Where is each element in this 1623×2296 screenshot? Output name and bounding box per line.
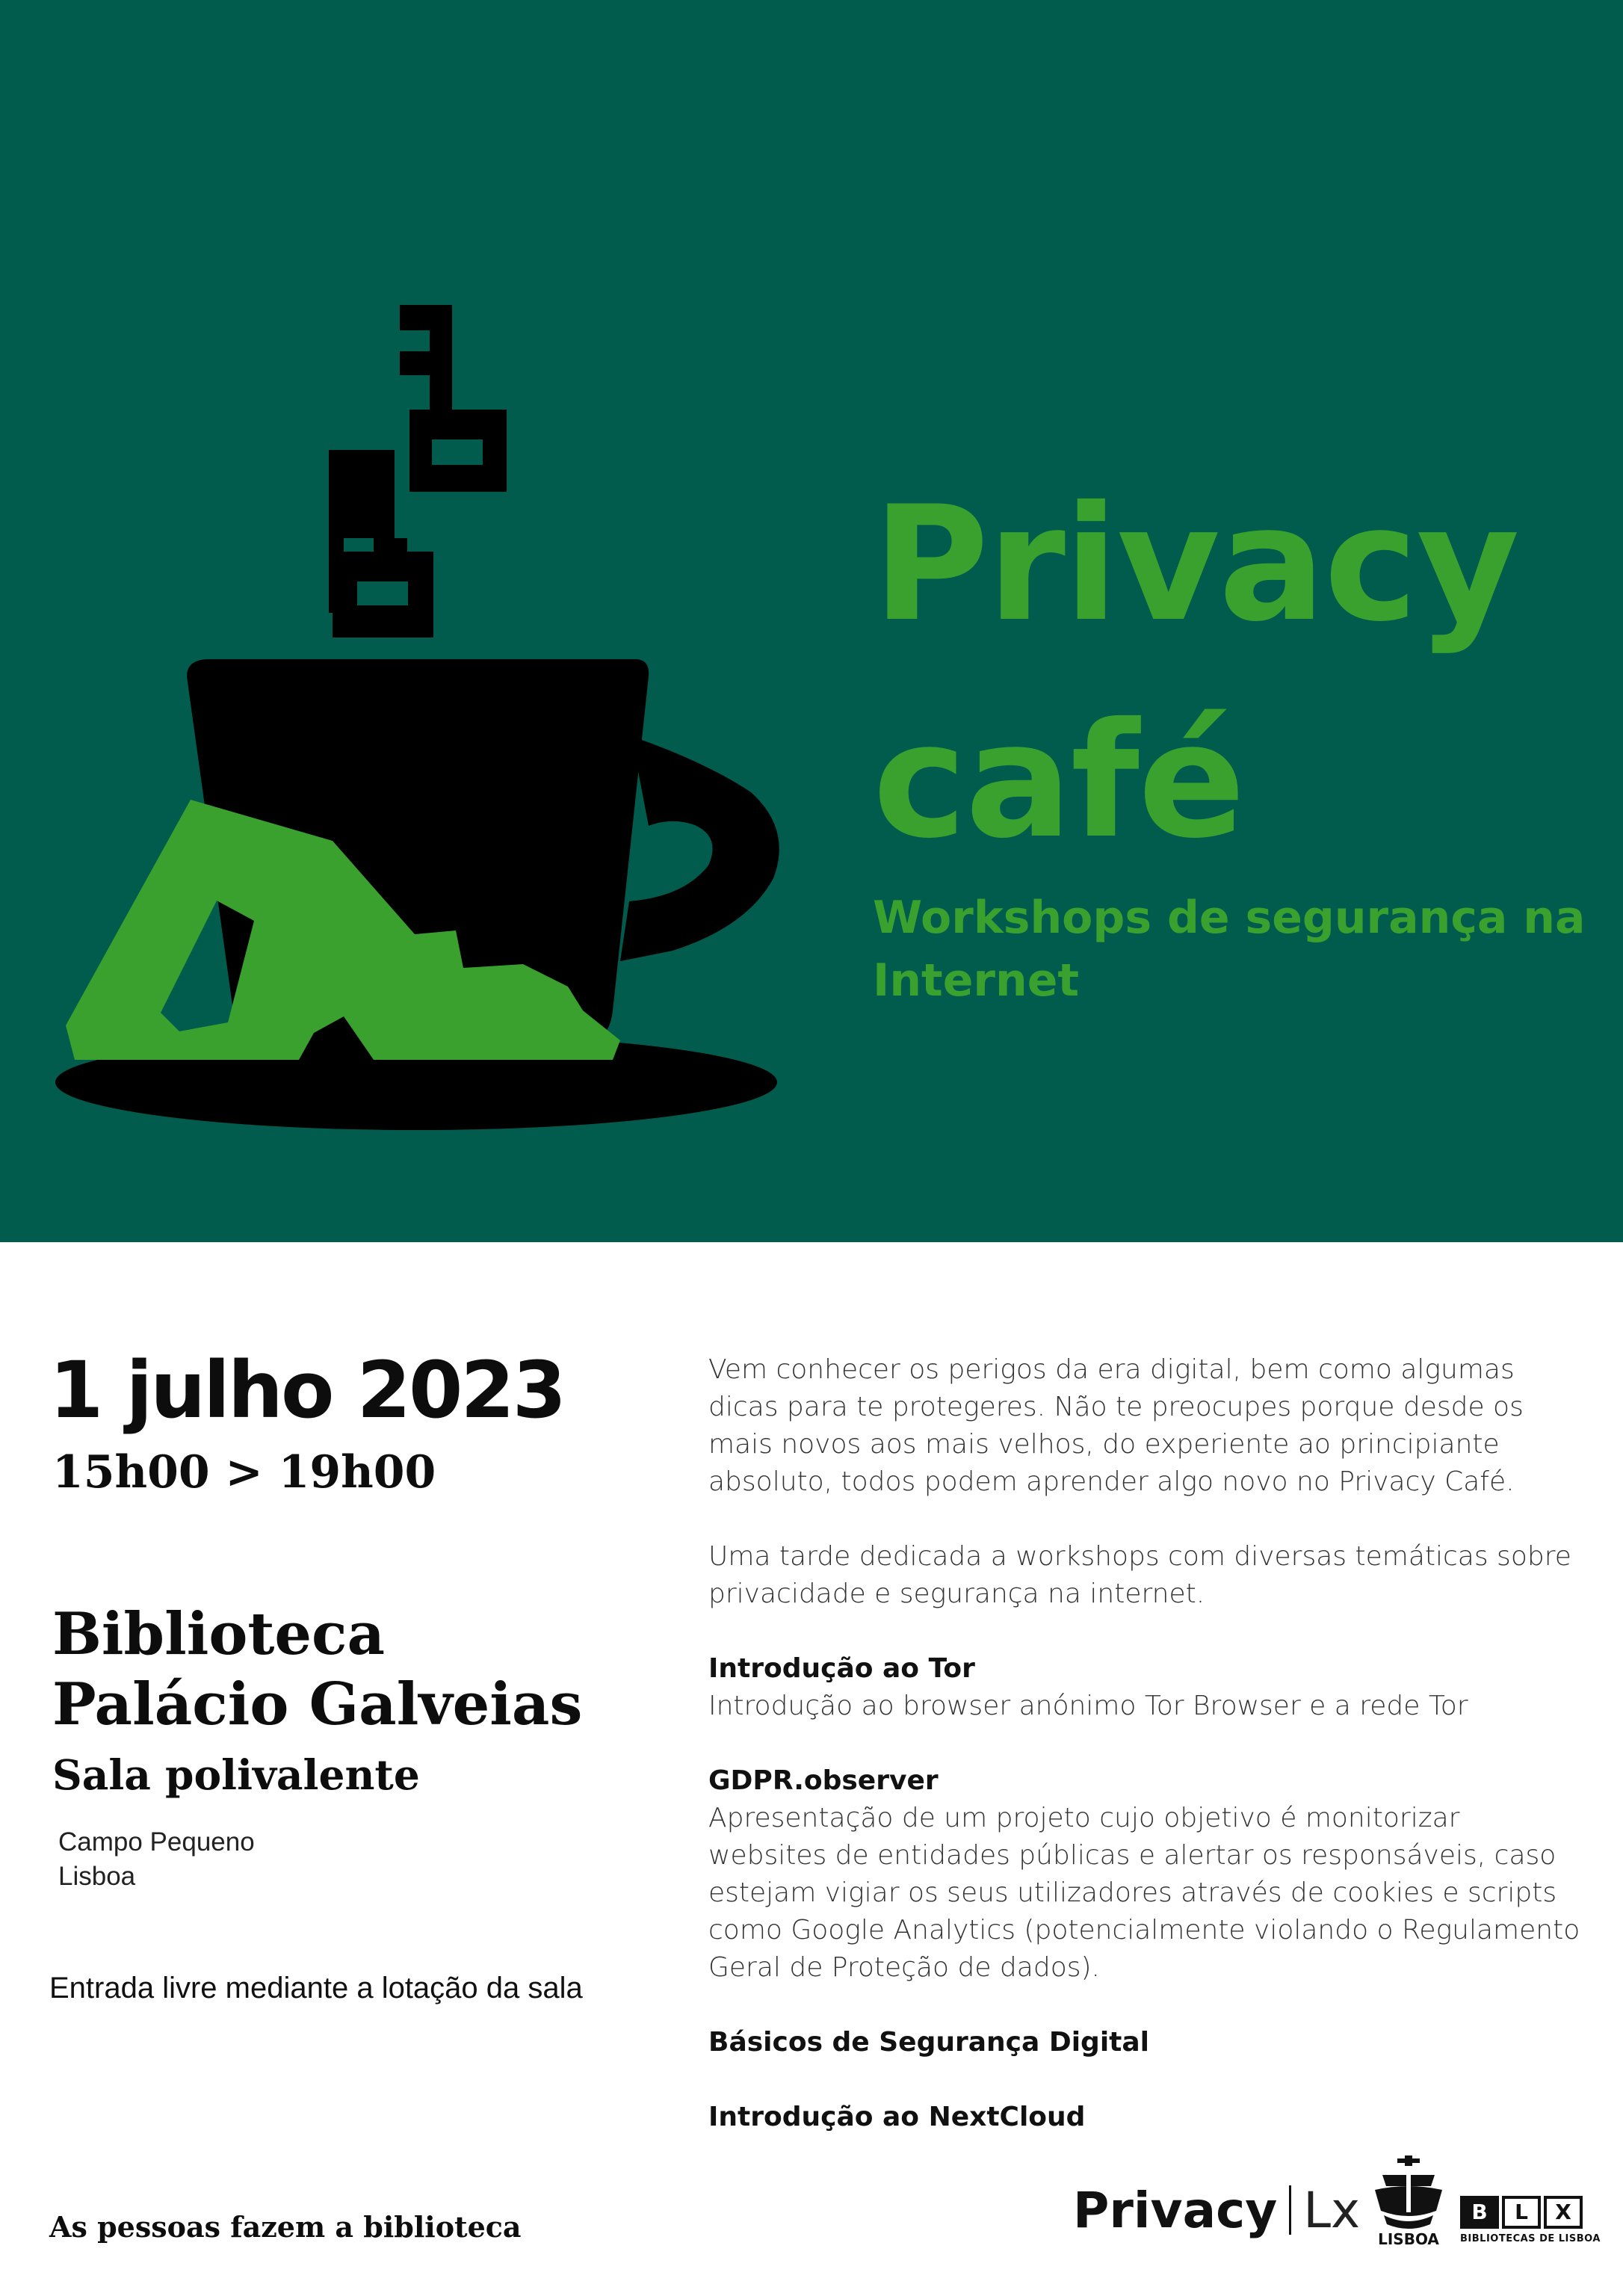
workshop-text: Introdução ao browser anónimo Tor Browser e a rede Tor xyxy=(708,1691,1468,1721)
intro-paragraph-2: Uma tarde dedicada a workshops com diversas temáticas sobre privacidade e segurança na internet. xyxy=(708,1541,1571,1609)
workshop-title: Básicos de Segurança Digital xyxy=(708,2027,1150,2058)
privacy-lx-word-b: Lx xyxy=(1303,2182,1361,2239)
library-motto: As pessoas fazem a biblioteca xyxy=(49,2210,522,2244)
venue-line-2: Palácio Galveias xyxy=(52,1670,583,1738)
steam-key-right xyxy=(400,305,507,492)
coffee-cup-keys-illustration xyxy=(0,0,822,1242)
event-title xyxy=(873,456,1518,889)
workshop-title: GDPR.observer xyxy=(708,1765,939,1796)
blx-logo xyxy=(1460,2196,1601,2256)
blx-letter: B xyxy=(1460,2196,1499,2229)
intro-paragraph-1: Vem conhecer os perigos da era digital, bem como algumas dicas para te protegeres. Não te preocupes porque desde os mais novos aos mais velhos, do experiente ao principiante absoluto, todos podem aprender algo novo no Privacy Café. xyxy=(708,1354,1524,1497)
workshop-item xyxy=(708,1650,1583,1725)
venue-line-1: Biblioteca xyxy=(52,1600,386,1668)
privacy-lx-word-a: Privacy xyxy=(1073,2182,1278,2239)
venue-address xyxy=(58,1825,255,1894)
privacy-lx-logo xyxy=(1073,2181,1360,2241)
title-line-2: café xyxy=(873,688,1244,873)
lisboa-label: LISBOA xyxy=(1378,2230,1439,2248)
cup-handle xyxy=(620,736,779,961)
venue-room: Sala polivalente xyxy=(52,1750,420,1799)
venue-name xyxy=(52,1599,582,1740)
title-line-1: Privacy xyxy=(873,472,1518,656)
address-line-2: Lisboa xyxy=(58,1862,136,1891)
event-date: 1 julho 2023 xyxy=(49,1345,565,1436)
blx-letter: L xyxy=(1502,2196,1541,2229)
event-time: 15h00 > 19h00 xyxy=(52,1446,436,1499)
address-line-1: Campo Pequeno xyxy=(58,1827,255,1857)
sponsor-logos xyxy=(1073,2152,1601,2265)
event-subtitle: Workshops de segurança na Internet xyxy=(873,892,1586,1007)
event-description xyxy=(708,1351,1583,2136)
workshop-item xyxy=(708,2024,1583,2061)
blx-caption: BIBLIOTECAS DE LISBOA xyxy=(1460,2233,1601,2244)
workshop-title: Introdução ao NextCloud xyxy=(708,2102,1086,2132)
workshop-item xyxy=(708,2099,1583,2136)
workshop-text: Apresentação de um projeto cujo objetivo é monitorizar websites de entidades públicas e alertar os responsáveis, caso estejam vigiar os seus utilizadores através de cookies e scripts como Google Analytics (potencialmente violando o Regulamento Geral de Proteção de dados). xyxy=(708,1803,1580,1983)
workshop-title: Introdução ao Tor xyxy=(708,1653,975,1684)
blx-letter: X xyxy=(1544,2196,1583,2229)
entry-note: Entrada livre mediante a lotação da sala xyxy=(49,1972,583,2005)
workshop-item xyxy=(708,1762,1583,1987)
logo-divider xyxy=(1289,2185,1291,2235)
